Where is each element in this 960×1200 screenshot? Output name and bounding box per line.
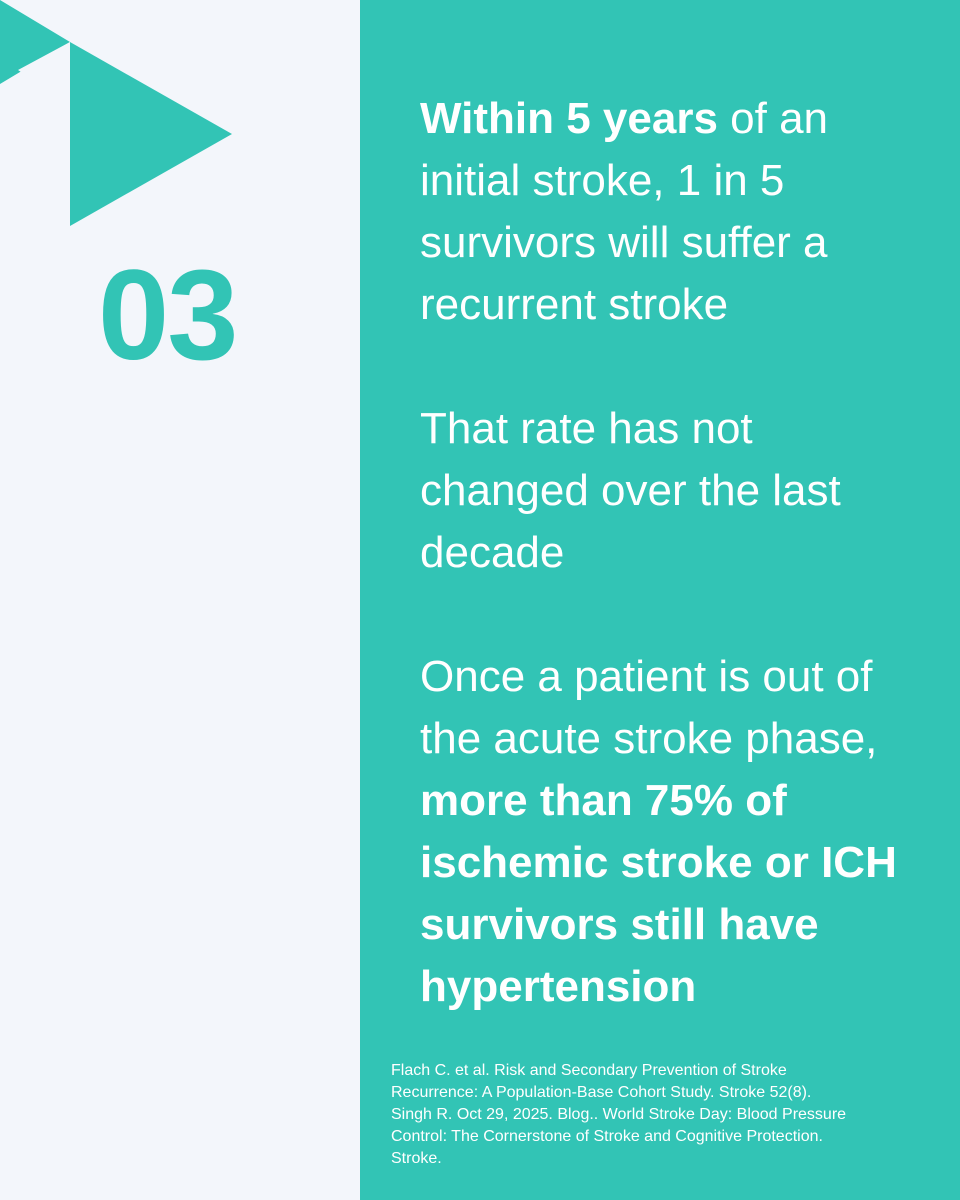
reference-line-4: Control: The Cornerstone of Stroke and Cognitive Protection.	[391, 1128, 823, 1145]
paragraph-hypertension	[420, 646, 920, 1018]
paragraph-rate: That rate has not changed over the last decade	[420, 404, 841, 577]
reference-line-1: Flach C. et al. Risk and Secondary Prevention of Stroke	[391, 1062, 787, 1079]
double-play-arrows-icon	[0, 0, 240, 230]
hypertension-intro: Once a patient is out of the acute stroke phase,	[420, 652, 878, 763]
reference-line-3: Singh R. Oct 29, 2025. Blog.. World Stroke Day: Blood Pressure	[391, 1106, 847, 1123]
references	[391, 1060, 931, 1170]
paragraph-recurrence	[420, 88, 920, 336]
highlight-hypertension: more than 75% of ischemic stroke or ICH survivors still have hypertension	[420, 776, 897, 1011]
reference-line-2: Recurrence: A Population-Base Cohort Study. Stroke 52(8).	[391, 1084, 812, 1101]
reference-line-5: Stroke.	[391, 1150, 442, 1167]
highlight-within-5-years: Within 5 years	[420, 94, 718, 143]
main-text	[420, 88, 920, 1018]
recurrence-text: of an initial stroke, 1 in 5 survivors will suffer a recurrent stroke	[420, 94, 829, 329]
front-arrow-shape	[70, 42, 232, 226]
slide-number: 03	[98, 244, 237, 387]
